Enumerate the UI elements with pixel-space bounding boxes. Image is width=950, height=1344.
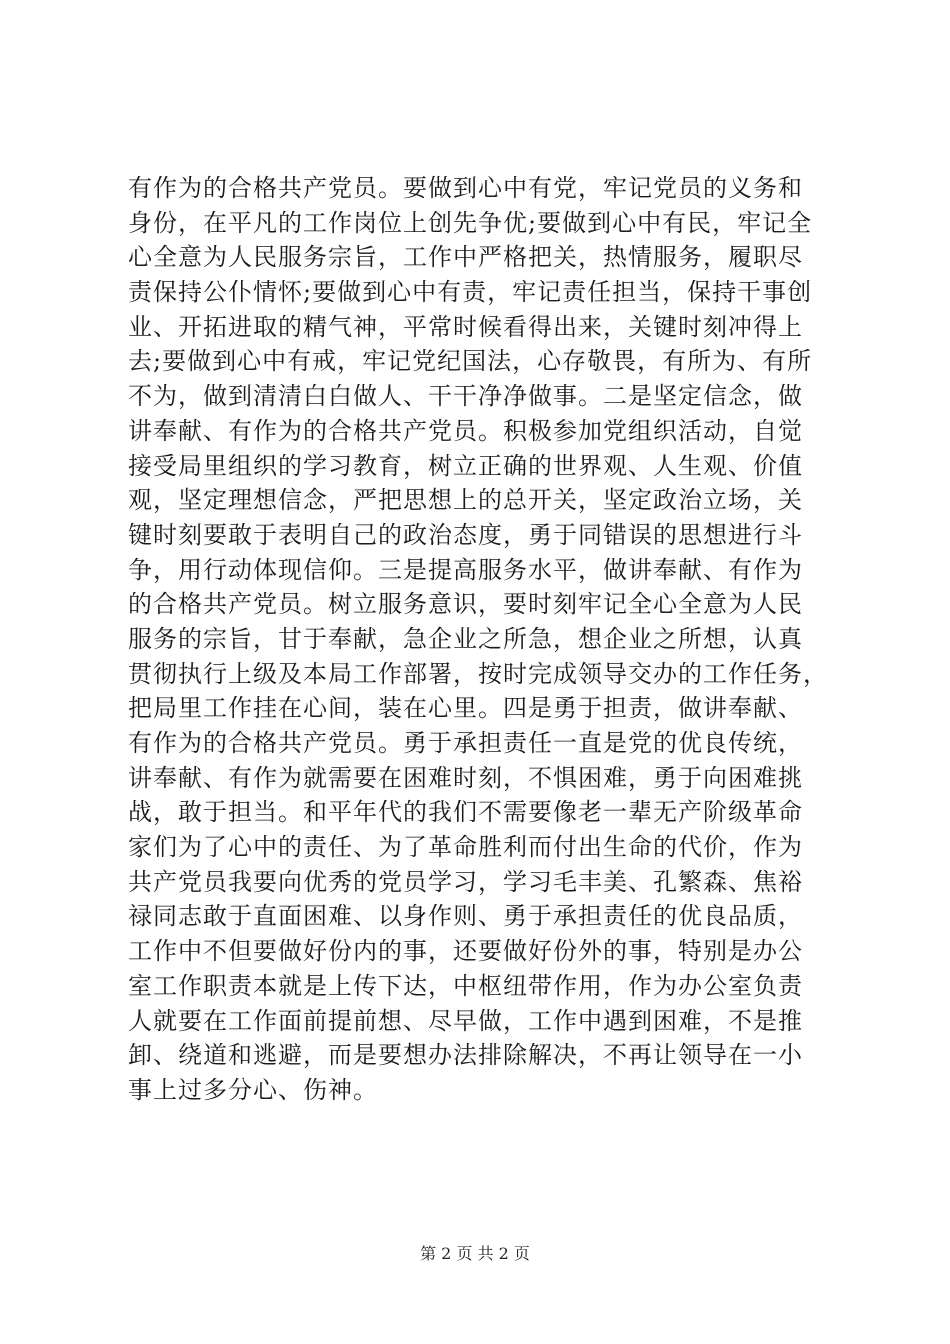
page-number-footer: 第 2 页 共 2 页 [420, 1244, 530, 1263]
text-line: 工作中不但要做好份内的事，还要做好份外的事，特别是办公 [128, 937, 803, 966]
text-line: 贯彻执行上级及本局工作部署，按时完成领导交办的工作任务， [128, 659, 828, 688]
text-line: 事上过多分心、伤神。 [128, 1075, 378, 1104]
text-line: 家们为了心中的责任、为了革命胜利而付出生命的代价，作为 [128, 833, 803, 862]
text-line: 有作为的合格共产党员。勇于承担责任一直是党的优良传统， [128, 729, 803, 757]
text-line: 有作为的合格共产党员。要做到心中有党，牢记党员的义务和 [128, 174, 803, 202]
text-line: 业、开拓进取的精气神，平常时候看得出来，关键时刻冲得上 [128, 312, 803, 341]
text-line: 讲奉献、有作为就需要在困难时刻，不惧困难，勇于向困难挑 [128, 763, 803, 792]
text-line: 责保持公仆情怀;要做到心中有责，牢记责任担当，保持干事创 [128, 278, 813, 307]
text-line: 服务的宗旨，甘于奉献，急企业之所急，想企业之所想，认真 [128, 624, 803, 653]
text-line: 争，用行动体现信仰。三是提高服务水平，做讲奉献、有作为 [128, 555, 803, 584]
text-line: 人就要在工作面前提前想、尽早做，工作中遇到困难，不是推 [128, 1006, 803, 1035]
text-line: 键时刻要敢于表明自己的政治态度，勇于同错误的思想进行斗 [128, 520, 803, 549]
text-line: 的合格共产党员。树立服务意识，要时刻牢记全心全意为人民 [128, 590, 803, 619]
text-line: 心全意为人民服务宗旨，工作中严格把关，热情服务，履职尽 [128, 243, 803, 272]
text-line: 室工作职责本就是上传下达，中枢纽带作用，作为办公室负责 [128, 971, 803, 1000]
text-line: 战，敢于担当。和平年代的我们不需要像老一辈无产阶级革命 [128, 798, 803, 827]
text-line: 观，坚定理想信念，严把思想上的总开关，坚定政治立场，关 [128, 486, 803, 515]
text-line: 不为，做到清清白白做人、干干净净做事。二是坚定信念，做 [128, 382, 803, 411]
text-line: 去;要做到心中有戒，牢记党纪国法，心存敬畏，有所为、有所 [128, 347, 813, 376]
text-line: 接受局里组织的学习教育，树立正确的世界观、人生观、价值 [128, 451, 803, 480]
body-paragraph [128, 171, 828, 1108]
text-line: 身份，在平凡的工作岗位上创先争优;要做到心中有民，牢记全 [128, 208, 813, 237]
text-line: 讲奉献、有作为的合格共产党员。积极参加党组织活动，自觉 [128, 416, 803, 445]
text-line: 卸、绕道和逃避，而是要想办法排除解决，不再让领导在一小 [128, 1041, 803, 1070]
text-line: 禄同志敢于直面困难、以身作则、勇于承担责任的优良品质， [128, 902, 803, 931]
text-line: 把局里工作挂在心间，装在心里。四是勇于担责，做讲奉献、 [128, 694, 803, 723]
text-line: 共产党员我要向优秀的党员学习，学习毛丰美、孔繁森、焦裕 [128, 867, 803, 896]
